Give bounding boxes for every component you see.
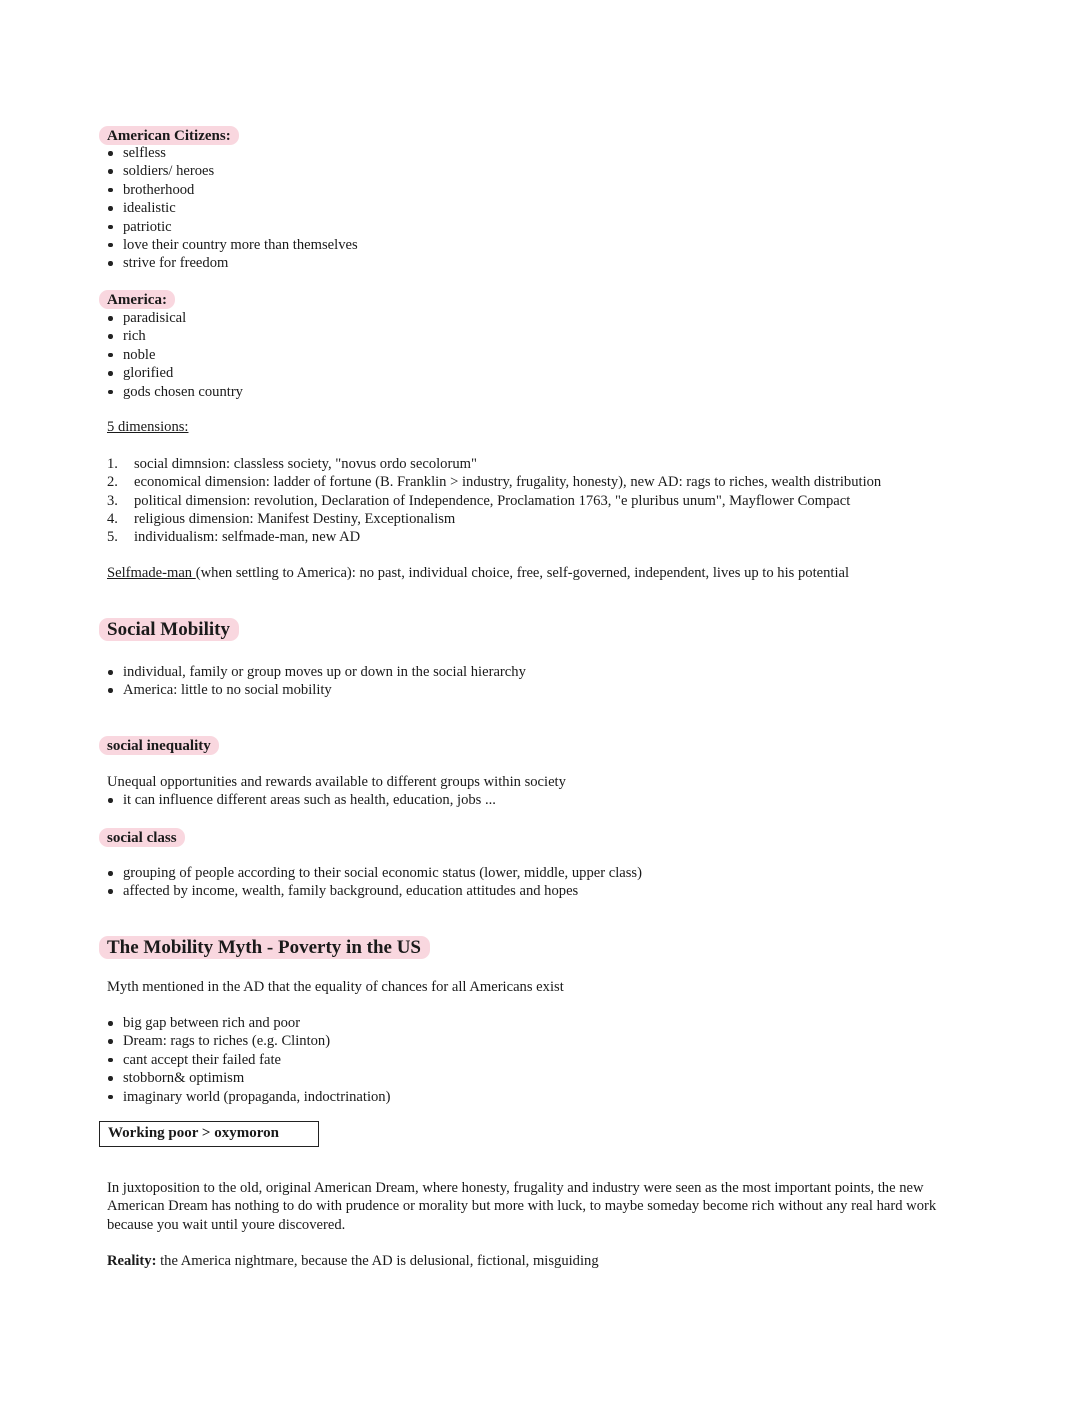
list-number: 5. <box>107 529 118 546</box>
list-item: cant accept their failed fate <box>107 1051 390 1069</box>
list-item <box>107 455 881 473</box>
list-item: big gap between rich and poor <box>107 1014 390 1032</box>
list-item <box>107 492 881 510</box>
social-inequality-text: Unequal opportunities and rewards available to different groups within society <box>107 774 566 790</box>
mobility-myth-intro: Myth mentioned in the AD that the equality of chances for all Americans exist <box>107 979 564 995</box>
mobility-myth-section <box>107 936 430 959</box>
mobility-myth-heading: The Mobility Myth - Poverty in the US <box>99 936 430 959</box>
america-heading: America: <box>99 290 175 309</box>
social-mobility-section <box>107 618 239 641</box>
list-number: 3. <box>107 492 118 509</box>
list-item: individual, family or group moves up or down in the social hierarchy <box>107 663 526 681</box>
list-text: religious dimension: Manifest Destiny, Exceptionalism <box>134 510 456 527</box>
juxtaposition-paragraph: In juxtoposition to the old, original American Dream, where honesty, frugality and industry were seen as the most important points, the new American Dream has nothing to do with prudence or morality but more with luck, to maybe someday become rich without any real hard work because you wait until youre discovered. <box>107 1180 937 1233</box>
list-item: gods chosen country <box>107 383 243 401</box>
social-inequality-heading: social inequality <box>99 736 219 755</box>
list-item: glorified <box>107 364 243 382</box>
list-item: noble <box>107 346 243 364</box>
american-citizens-section <box>107 126 239 145</box>
social-class-heading: social class <box>99 828 185 847</box>
social-inequality-list <box>107 791 496 809</box>
list-text: individualism: selfmade-man, new AD <box>134 529 361 546</box>
list-item <box>107 528 881 546</box>
list-item <box>107 510 881 528</box>
list-item: affected by income, wealth, family background, education attitudes and hopes <box>107 882 642 900</box>
list-item: strive for freedom <box>107 254 358 272</box>
social-class-section <box>107 828 185 847</box>
list-item: love their country more than themselves <box>107 236 358 254</box>
list-item: imaginary world (propaganda, indoctrination) <box>107 1088 390 1106</box>
list-item: paradisical <box>107 309 243 327</box>
list-number: 2. <box>107 474 118 491</box>
reality-text: the America nightmare, because the AD is delusional, fictional, misguiding <box>156 1253 599 1269</box>
social-class-list <box>107 864 642 901</box>
american-citizens-list <box>107 144 358 273</box>
selfmade-man-definition: (when settling to America): no past, individual choice, free, self-governed, independent, lives up to his potential <box>195 565 850 581</box>
american-citizens-heading: American Citizens: <box>99 126 239 145</box>
selfmade-man-line <box>107 564 849 582</box>
list-number: 4. <box>107 510 118 527</box>
list-item: rich <box>107 327 243 345</box>
america-list <box>107 309 243 401</box>
list-item: brotherhood <box>107 181 358 199</box>
list-text: economical dimension: ladder of fortune (B. Franklin > industry, frugality, honesty), new AD: rags to riches, wealth distribution <box>134 474 882 491</box>
social-mobility-list <box>107 663 526 700</box>
working-poor-box: Working poor > oxymoron <box>99 1121 319 1147</box>
list-item: it can influence different areas such as health, education, jobs ... <box>107 791 496 809</box>
list-item: Dream: rags to riches (e.g. Clinton) <box>107 1032 390 1050</box>
list-item: America: little to no social mobility <box>107 681 526 699</box>
list-item: stobborn& optimism <box>107 1069 390 1087</box>
dimensions-list <box>107 455 881 546</box>
list-item: grouping of people according to their social economic status (lower, middle, upper class) <box>107 864 642 882</box>
dimensions-heading: 5 dimensions: <box>107 419 189 435</box>
selfmade-man-term: Selfmade-man <box>107 565 196 581</box>
list-item: selfless <box>107 144 358 162</box>
mobility-myth-list <box>107 1014 390 1106</box>
social-mobility-heading: Social Mobility <box>99 618 239 641</box>
social-inequality-section <box>107 736 219 755</box>
reality-line <box>107 1252 599 1270</box>
reality-label: Reality: <box>107 1253 157 1269</box>
list-item: idealistic <box>107 199 358 217</box>
america-section <box>107 290 175 309</box>
list-item: patriotic <box>107 218 358 236</box>
list-item <box>107 473 881 491</box>
list-text: political dimension: revolution, Declaration of Independence, Proclamation 1763, "e pluribus unum", Mayflower Compact <box>134 492 851 509</box>
list-item: soldiers/ heroes <box>107 162 358 180</box>
list-number: 1. <box>107 456 118 472</box>
list-text: social dimnsion: classless society, "novus ordo secolorum" <box>134 456 477 472</box>
